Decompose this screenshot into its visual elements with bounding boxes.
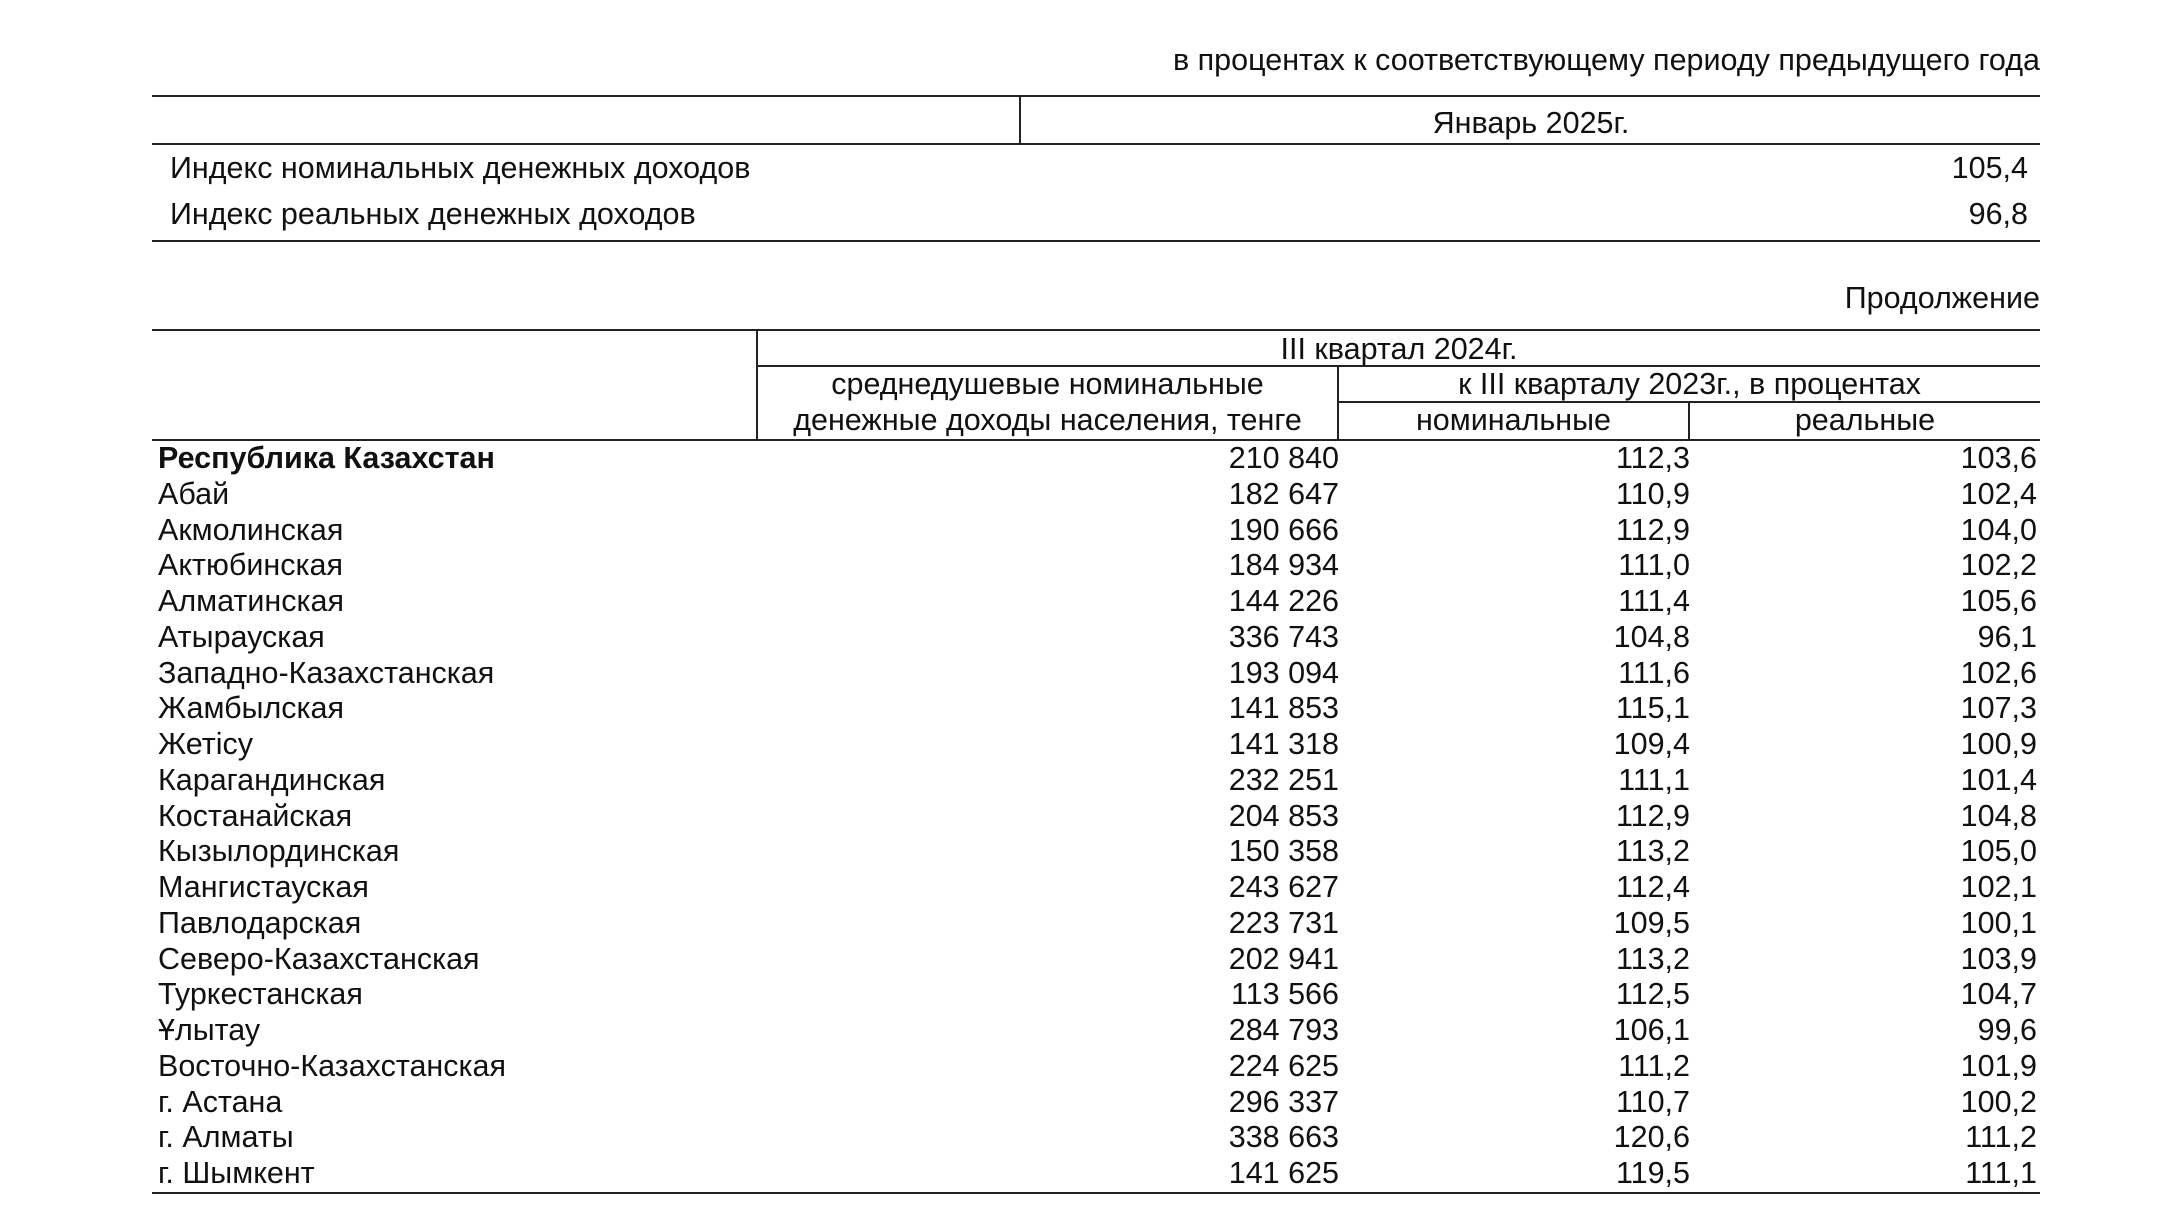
nominal-header: номинальные (1415, 403, 1612, 437)
nominal-cell: 115,1 (1615, 691, 1690, 726)
real-cell: 111,2 (1965, 1120, 2037, 1155)
row-label: Индекс реальных денежных доходов (170, 197, 696, 231)
nominal-cell: 113,2 (1615, 834, 1690, 869)
income-cell: 232 251 (1228, 762, 1339, 797)
income-header-line1: среднедушевые номинальные (831, 367, 1264, 401)
row-label: Индекс номинальных денежных доходов (170, 151, 751, 185)
table-row (152, 1119, 2040, 1155)
nominal-cell: 112,4 (1615, 870, 1690, 904)
units-note: в процентах к соответствующему периоду предыдущего года (1172, 43, 2040, 77)
region-cell: Мангистауская (158, 870, 369, 904)
region-cell: Атырауская (158, 619, 325, 654)
region-cell: Жетісу (158, 727, 253, 761)
row-value: 96,8 (1968, 197, 2028, 231)
real-cell: 105,0 (1960, 834, 2037, 869)
nominal-cell: 112,3 (1615, 441, 1690, 475)
income-cell: 296 337 (1228, 1084, 1339, 1119)
income-cell: 336 743 (1228, 619, 1339, 654)
percent-header: к III кварталу 2023г., в процентах (1458, 367, 1921, 401)
nominal-cell: 112,5 (1615, 977, 1690, 1012)
table-row (170, 145, 2028, 191)
income-cell: 141 318 (1228, 727, 1339, 761)
nominal-cell: 120,6 (1613, 1120, 1690, 1155)
income-cell: 190 666 (1228, 512, 1339, 547)
real-cell: 100,9 (1960, 727, 2037, 761)
region-cell: г. Алматы (158, 1120, 294, 1155)
income-cell: 210 840 (1228, 441, 1339, 475)
real-cell: 102,2 (1960, 548, 2037, 583)
nominal-cell: 111,1 (1618, 762, 1690, 797)
regional-income-table (152, 329, 2040, 1194)
table-row (152, 798, 2040, 834)
table-row (152, 655, 2040, 691)
header-empty-cell (152, 97, 1021, 143)
total-row (152, 440, 2040, 476)
income-cell: 284 793 (1228, 1013, 1339, 1047)
table-row (152, 726, 2040, 762)
income-cell: 243 627 (1228, 870, 1339, 904)
nominal-cell: 113,2 (1615, 941, 1690, 976)
real-cell: 99,6 (1977, 1013, 2037, 1047)
region-cell: Абай (158, 476, 230, 511)
table-row (152, 833, 2040, 869)
table-row (152, 583, 2040, 619)
income-cell: 141 853 (1228, 691, 1339, 726)
income-cell: 182 647 (1228, 476, 1339, 511)
region-cell: Республика Казахстан (158, 441, 495, 475)
table-row (152, 619, 2040, 655)
nominal-cell: 111,6 (1618, 655, 1690, 690)
table-row (152, 476, 2040, 512)
real-cell: 100,1 (1960, 905, 2037, 940)
table-row (152, 762, 2040, 798)
region-cell: Костанайская (158, 798, 353, 833)
real-cell: 104,0 (1960, 512, 2037, 547)
nominal-cell: 104,8 (1613, 619, 1690, 654)
real-cell: 103,6 (1960, 441, 2037, 475)
table-row (152, 1048, 2040, 1084)
real-cell: 100,2 (1960, 1084, 2037, 1119)
real-cell: 104,8 (1960, 798, 2037, 833)
table-row (152, 547, 2040, 583)
nominal-cell: 109,4 (1613, 727, 1690, 761)
real-cell: 111,1 (1965, 1156, 2037, 1190)
table-row (152, 1155, 2040, 1191)
region-cell: Кызылординская (158, 834, 400, 869)
real-cell: 104,7 (1960, 977, 2037, 1012)
real-cell: 102,4 (1960, 476, 2037, 511)
region-cell: Карагандинская (158, 762, 386, 797)
nominal-cell: 111,2 (1618, 1048, 1690, 1083)
income-cell: 193 094 (1228, 655, 1339, 690)
income-cell: 150 358 (1228, 834, 1339, 869)
table-row (152, 512, 2040, 548)
table-row (152, 905, 2040, 941)
real-header: реальные (1794, 403, 1936, 437)
region-cell: Туркестанская (158, 977, 363, 1012)
continuation-note: Продолжение (1844, 281, 2040, 315)
table-row (152, 869, 2040, 905)
income-cell: 224 625 (1228, 1048, 1339, 1083)
nominal-cell: 111,0 (1618, 548, 1690, 583)
region-cell: г. Астана (158, 1084, 283, 1119)
nominal-cell: 106,1 (1613, 1013, 1690, 1047)
real-cell: 102,6 (1960, 655, 2037, 690)
income-cell: 113 566 (1231, 977, 1339, 1012)
nominal-cell: 111,4 (1618, 584, 1690, 618)
nominal-cell: 110,7 (1615, 1084, 1690, 1119)
income-cell: 338 663 (1228, 1120, 1339, 1155)
nominal-cell: 112,9 (1615, 512, 1690, 547)
period-header: Январь 2025г. (1432, 106, 1630, 140)
nominal-cell: 110,9 (1615, 476, 1690, 511)
real-cell: 103,9 (1960, 941, 2037, 976)
real-cell: 105,6 (1960, 584, 2037, 618)
region-cell: Актюбинская (158, 548, 343, 583)
region-cell: Ұлытау (158, 1013, 261, 1047)
nominal-cell: 112,9 (1615, 798, 1690, 833)
region-cell: Жамбылская (158, 691, 345, 726)
income-index-table (152, 95, 2040, 242)
table-row (152, 690, 2040, 726)
real-cell: 107,3 (1960, 691, 2037, 726)
nominal-cell: 119,5 (1615, 1156, 1690, 1190)
region-cell: Павлодарская (158, 905, 362, 940)
income-cell: 141 625 (1228, 1156, 1339, 1190)
row-value: 105,4 (1951, 151, 2028, 185)
income-cell: 202 941 (1228, 941, 1339, 976)
table-row (170, 191, 2028, 237)
nominal-cell: 109,5 (1613, 905, 1690, 940)
income-cell: 204 853 (1228, 798, 1339, 833)
region-cell: Алматинская (158, 584, 344, 618)
real-cell: 96,1 (1977, 619, 2037, 654)
region-cell: Восточно-Казахстанская (158, 1048, 506, 1083)
real-cell: 101,9 (1960, 1048, 2037, 1083)
region-cell: Западно-Казахстанская (158, 655, 495, 690)
region-cell: г. Шымкент (158, 1156, 315, 1190)
income-cell: 223 731 (1228, 905, 1339, 940)
region-cell: Северо-Казахстанская (158, 941, 480, 976)
income-cell: 184 934 (1228, 548, 1339, 583)
income-header-line2: денежные доходы населения, тенге (793, 403, 1302, 437)
income-cell: 144 226 (1228, 584, 1339, 618)
table-row (152, 941, 2040, 977)
region-cell: Акмолинская (158, 512, 344, 547)
table-row (152, 1084, 2040, 1120)
real-cell: 101,4 (1960, 762, 2037, 797)
table-row (152, 1012, 2040, 1048)
table-row (152, 976, 2040, 1012)
real-cell: 102,1 (1960, 870, 2037, 904)
period-header: III квартал 2024г. (1280, 332, 1518, 366)
